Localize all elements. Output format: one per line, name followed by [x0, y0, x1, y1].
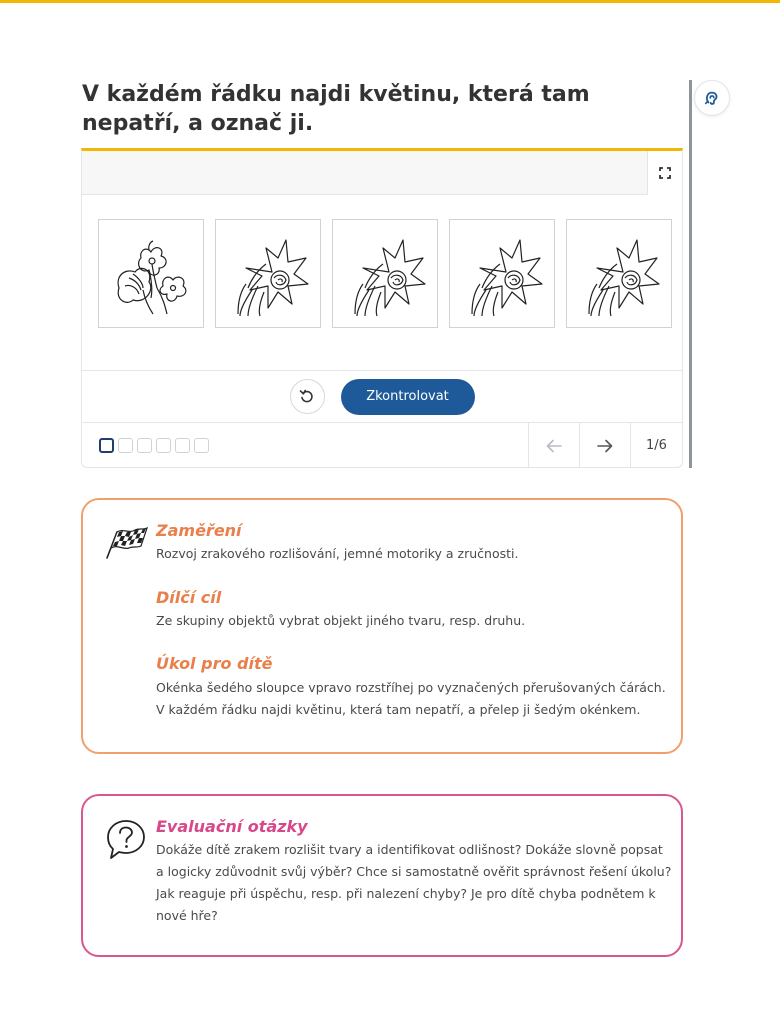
- task-text-line-1: Okénka šedého sloupce vpravo rozstříhej po vyznačených přerušovaných čárách.: [156, 680, 666, 695]
- page-title: V každém řádku najdi květinu, která tam nepatří, a označ ji.: [82, 82, 590, 136]
- flower-card-1[interactable]: [98, 219, 204, 328]
- flower-card-2[interactable]: [215, 219, 321, 328]
- widget-header: [82, 151, 682, 195]
- check-button[interactable]: Zkontrolovat: [341, 379, 475, 415]
- exercise-widget: [81, 148, 683, 468]
- daffodil-flower-icon: [573, 228, 665, 320]
- next-button[interactable]: [579, 423, 630, 468]
- arrow-left-icon: [546, 439, 562, 453]
- page-dot-6[interactable]: [194, 438, 209, 453]
- flower-card-4[interactable]: [449, 219, 555, 328]
- fullscreen-icon: [659, 167, 671, 179]
- arrow-right-icon: [597, 439, 613, 453]
- checkered-flag-icon: [103, 524, 149, 560]
- page-counter: 1/6: [630, 423, 682, 468]
- daffodil-flower-icon: [456, 228, 548, 320]
- widget-footer: [82, 422, 682, 467]
- info-box: [81, 498, 683, 754]
- widget-actions: [82, 370, 682, 422]
- evaluation-title: Evaluační otázky: [156, 817, 308, 836]
- reset-icon: [299, 389, 315, 405]
- flower-card-5[interactable]: [566, 219, 672, 328]
- flower-card-3[interactable]: [332, 219, 438, 328]
- flower-row: [98, 219, 672, 328]
- goal-text: Ze skupiny objektů vybrat objekt jiného tvaru, resp. druhu.: [156, 613, 526, 628]
- page-dot-4[interactable]: [156, 438, 171, 453]
- prev-button[interactable]: [528, 423, 579, 468]
- ear-icon: [703, 89, 721, 107]
- focus-text: Rozvoj zrakového rozlišování, jemné motoriky a zručnosti.: [156, 546, 519, 561]
- evaluation-box: [81, 794, 683, 957]
- daffodil-flower-icon: [339, 228, 431, 320]
- task-title: Úkol pro dítě: [156, 654, 273, 673]
- audio-button[interactable]: [694, 80, 730, 116]
- focus-title: Zaměření: [156, 521, 242, 540]
- violet-flower-icon: [105, 228, 197, 320]
- task-text-line-2: V každém řádku najdi květinu, která tam nepatří, a přelep ji šedým okénkem.: [156, 702, 641, 717]
- page-dot-1[interactable]: [99, 438, 114, 453]
- side-divider: [689, 80, 692, 468]
- evaluation-text: Dokáže dítě zrakem rozlišit tvary a identifikovat odlišnost? Dokáže slovně popsat a logicky zdůvodnit svůj výběr? Chce si samostatně ověřit správnost řešení úkolu? Jak reaguje při úspěchu, resp. při nalezení chyby? Je pro dítě chyba podnětem k nové hře?: [156, 842, 672, 923]
- reset-button[interactable]: [290, 379, 325, 414]
- fullscreen-button[interactable]: [647, 151, 682, 195]
- daffodil-flower-icon: [222, 228, 314, 320]
- page-dot-5[interactable]: [175, 438, 190, 453]
- page-dot-2[interactable]: [118, 438, 133, 453]
- top-accent-bar: [0, 0, 780, 3]
- page-dot-3[interactable]: [137, 438, 152, 453]
- goal-title: Dílčí cíl: [156, 588, 222, 607]
- question-bubble-icon: [105, 818, 147, 862]
- page-indicators: [99, 438, 209, 453]
